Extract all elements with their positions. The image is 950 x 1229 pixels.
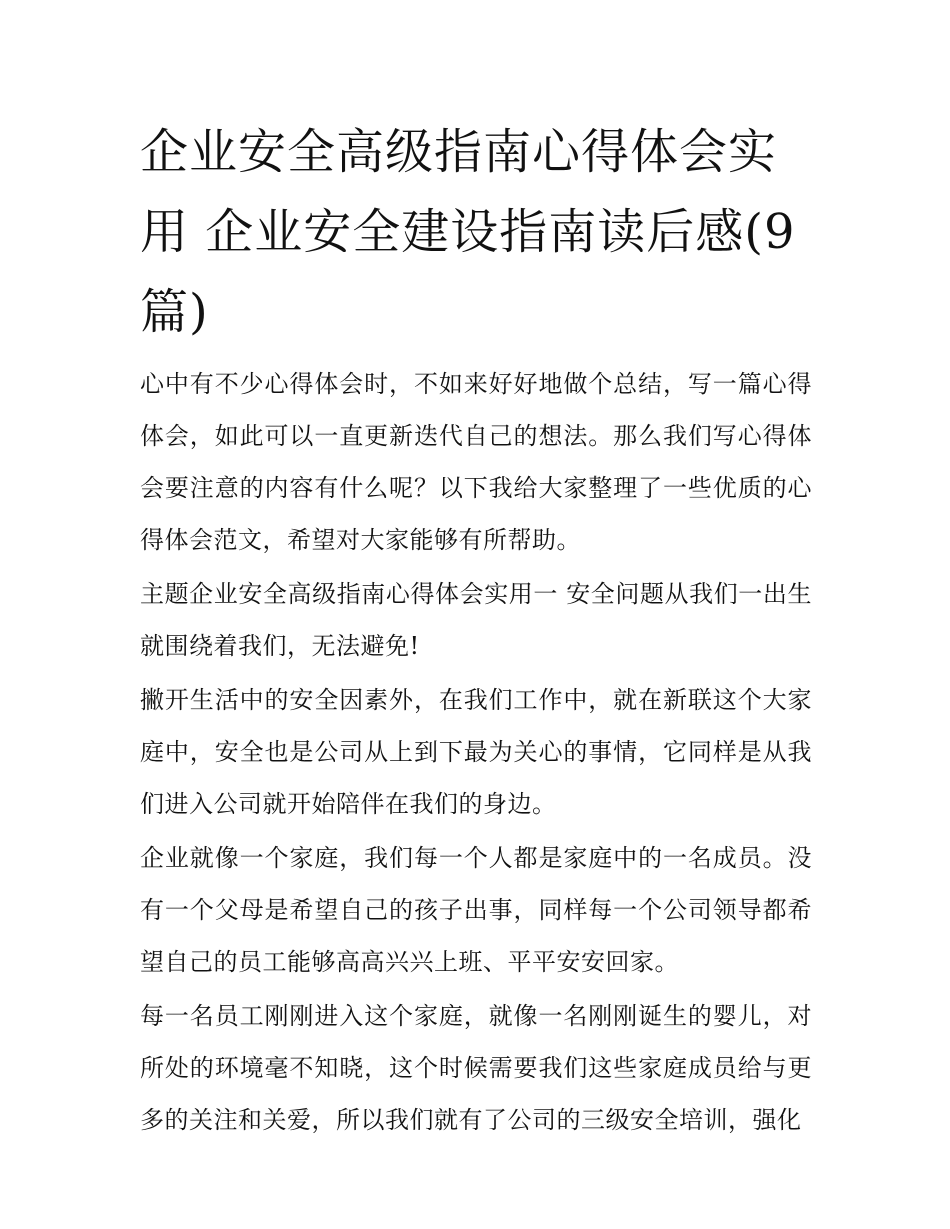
paragraph-new-employee: 每一名员工刚刚进入这个家庭，就像一名刚刚诞生的婴儿，对所处的环境毫不知晓，这个时候需要我们这些家庭成员给与更多的关注和关爱，所以我们就有了公司的三级安全培训，强化 bbox=[140, 1002, 812, 1134]
paragraph-intro: 心中有不少心得体会时，不如来好好地做个总结，写一篇心得体会，如此可以一直更新迭代自己的想法。那么我们写心得体会要注意的内容有什么呢？以下我给大家整理了一些优质的心得体会范文，希望对大家能够有所帮助。 bbox=[140, 370, 812, 554]
paragraph-workplace: 撇开生活中的安全因素外，在我们工作中，就在新联这个大家庭中，安全也是公司从上到下最为关心的事情，它同样是从我们进入公司就开始陪伴在我们的身边。 bbox=[140, 686, 812, 818]
document-body bbox=[140, 358, 812, 1148]
document-title: 企业安全高级指南心得体会实用 企业安全建设指南读后感(9篇) bbox=[140, 124, 796, 340]
paragraph-topic: 主题企业安全高级指南心得体会实用一 安全问题从我们一出生就围绕着我们，无法避免! bbox=[140, 580, 812, 660]
paragraph-family: 企业就像一个家庭，我们每一个人都是家庭中的一名成员。没有一个父母是希望自己的孩子出事，同样每一个公司领导都希望自己的员工能够高高兴兴上班、平平安安回家。 bbox=[140, 844, 812, 976]
